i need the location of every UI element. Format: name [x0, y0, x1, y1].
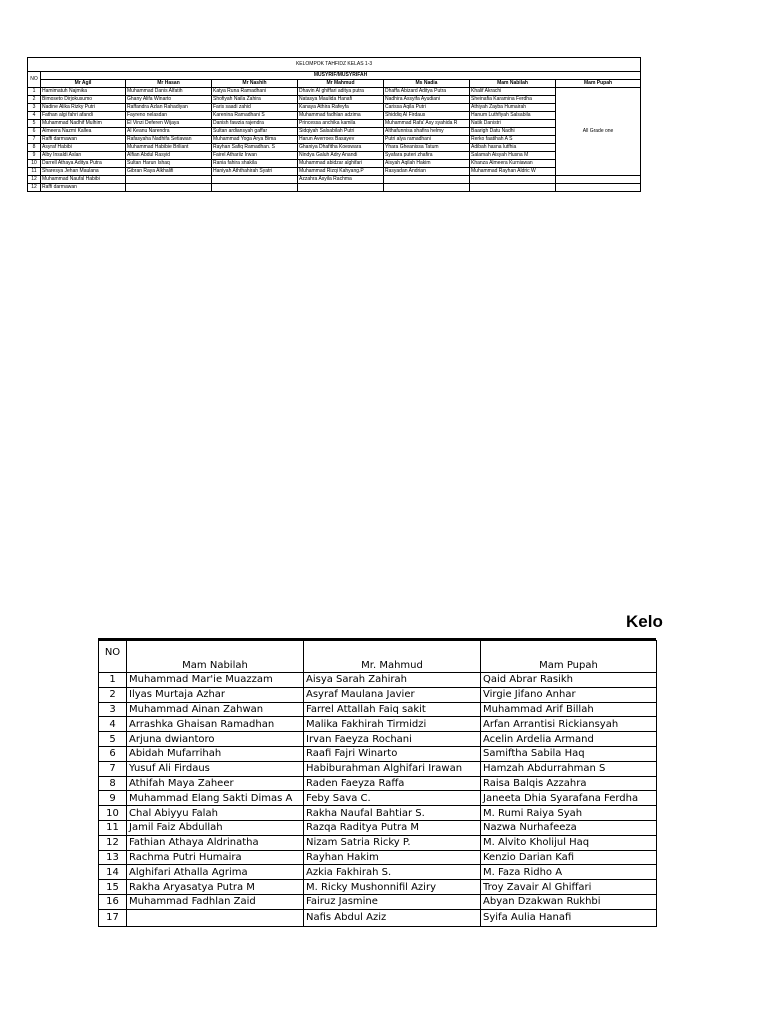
student-name-cell: Yusuf Ali Firdaus: [127, 761, 304, 776]
student-name-cell: Rania fahira shakila: [212, 160, 298, 168]
column-header-row: [28, 80, 641, 88]
table-row: [28, 112, 641, 120]
student-name-cell: Rayhan Hakim: [304, 850, 481, 865]
student-name-cell: Muhammad Arif Billah: [481, 702, 657, 717]
student-name-cell: Muhammad Rayhan Aldric W: [470, 168, 556, 176]
student-name-cell: Shofiyah Naila Zahira: [212, 96, 298, 104]
student-name-cell: M. Rumi Raiya Syah: [481, 806, 657, 821]
student-name-cell: [127, 909, 304, 926]
student-name-cell: Hamzah Abdurrahman S: [481, 761, 657, 776]
table-row: [99, 776, 657, 791]
student-name-cell: Princessa anchika kamila: [298, 120, 384, 128]
student-name-cell: Fathan algi fahri afandi: [41, 112, 126, 120]
student-name-cell: Karenina Ramadhani S: [212, 112, 298, 120]
student-name-cell: [212, 184, 298, 192]
student-name-cell: Samiftha Sabila Haq: [481, 746, 657, 761]
student-name-cell: Muhammad Naufal Habibi: [41, 176, 126, 184]
column-header: Mr Mahmud: [298, 80, 384, 88]
row-number: 11: [28, 168, 41, 176]
student-name-cell: Razqa Raditya Putra M: [304, 820, 481, 835]
student-name-cell: Aisya Sarah Zahirah: [304, 673, 481, 688]
student-name-cell: [126, 184, 212, 192]
student-name-cell: Muhammad Danis Alfatih: [126, 88, 212, 96]
student-name-cell: M. Alvito Kholijul Haq: [481, 835, 657, 850]
student-name-cell: Muhammad fadhlan adzima: [298, 112, 384, 120]
column-header-row: [99, 641, 657, 673]
table-row: [99, 820, 657, 835]
student-name-cell: Rafasyaha Nadhifa Setiawan: [126, 136, 212, 144]
student-name-cell: M. Faza Ridho A: [481, 865, 657, 880]
student-name-cell: [384, 176, 470, 184]
row-number: 9: [99, 791, 127, 806]
student-name-cell: Abyan Dzakwan Rukhbi: [481, 894, 657, 909]
column-header: Mam Nabilah: [470, 80, 556, 88]
student-name-cell: [470, 176, 556, 184]
student-name-cell: Danish fawzia rajendra: [212, 120, 298, 128]
student-name-cell: Muhammad Habibie Briliant: [126, 144, 212, 152]
student-name-cell: Habiburahman Alghifari Irawan: [304, 761, 481, 776]
student-name-cell: Raisa Balqis Azzahra: [481, 776, 657, 791]
row-number: 11: [99, 820, 127, 835]
student-name-cell: Muhammad Elang Sakti Dimas A: [127, 791, 304, 806]
row-number: 7: [99, 761, 127, 776]
row-number: 12: [99, 835, 127, 850]
row-number: 1: [99, 673, 127, 688]
student-name-cell: Rasyadan Andrian: [384, 168, 470, 176]
row-number: 6: [28, 128, 41, 136]
student-name-cell: [470, 184, 556, 192]
student-name-cell: Arfan Arrantisi Rickiansyah: [481, 717, 657, 732]
tahfidz-group-table-grade-1-3: [27, 57, 641, 192]
student-name-cell: Arjuna dwiantoro: [127, 732, 304, 747]
table-row: [99, 687, 657, 702]
student-name-cell: Fairel Athariiz Irwan: [212, 152, 298, 160]
musyrif-group-header: MUSYRIF/MUSYRIFAH: [41, 72, 641, 80]
row-number: 12: [28, 184, 41, 192]
table-row: [28, 136, 641, 144]
student-name-cell: Kanaya Athira Rafeyfa: [298, 104, 384, 112]
empty-cell: [556, 184, 641, 192]
student-name-cell: Ghany Alifa Winarto: [126, 96, 212, 104]
row-number: 10: [99, 806, 127, 821]
row-number: 8: [28, 144, 41, 152]
student-name-cell: Asyraf Maulana Javier: [304, 687, 481, 702]
student-name-cell: Baarigh Datu Nadhi: [470, 128, 556, 136]
row-number: 3: [28, 104, 41, 112]
student-name-cell: Natasya Maulida Hanafi: [298, 96, 384, 104]
student-name-cell: Khalif Akrachi: [470, 88, 556, 96]
student-name-cell: Malika Fakhirah Tirmidzi: [304, 717, 481, 732]
column-header: Mr Agil: [41, 80, 126, 88]
table-row: [28, 144, 641, 152]
row-number: 7: [28, 136, 41, 144]
student-name-cell: Troy Zavair Al Ghiffari: [481, 880, 657, 895]
student-name-cell: Muhammad Mar'ie Muazzam: [127, 673, 304, 688]
table-row: [28, 152, 641, 160]
table-row: [99, 909, 657, 926]
student-name-cell: Muhammad abidzar alghifari: [298, 160, 384, 168]
student-name-cell: Nafis Abdul Aziz: [304, 909, 481, 926]
student-name-cell: Acelin Ardelia Armand: [481, 732, 657, 747]
row-number: 15: [99, 880, 127, 895]
student-name-cell: Rachma Putri Humaira: [127, 850, 304, 865]
row-number: 5: [28, 120, 41, 128]
student-name-cell: Carissa Aqila Putri: [384, 104, 470, 112]
student-name-cell: Fathian Athaya Aldrinatha: [127, 835, 304, 850]
student-name-cell: Alfian Abdul Rasyid: [126, 152, 212, 160]
student-name-cell: Salamah Aisyah Husna M: [470, 152, 556, 160]
student-name-cell: Khanza Almeera Kurniawan: [470, 160, 556, 168]
column-header: Mr Hasan: [126, 80, 212, 88]
no-header: NO: [28, 72, 41, 88]
table-row: [99, 746, 657, 761]
student-name-cell: Darrell Athaya Aditya Putra: [41, 160, 126, 168]
student-name-cell: Syifa Aulia Hanafi: [481, 909, 657, 926]
table-row: [99, 673, 657, 688]
student-name-cell: Nindya Galuh Adry Anandi: [298, 152, 384, 160]
table-row: [99, 880, 657, 895]
student-name-cell: Arrashka Ghaisan Ramadhan: [127, 717, 304, 732]
row-number: 12: [28, 176, 41, 184]
student-name-cell: Azzahra Asyila Rachma: [298, 176, 384, 184]
student-name-cell: Almeera Nazmi Kallea: [41, 128, 126, 136]
student-name-cell: Muhammad Rafa' Asy syahida R: [384, 120, 470, 128]
table-row: [99, 850, 657, 865]
student-name-cell: Sidqiyah Salsabilah Putri: [298, 128, 384, 136]
student-name-cell: Jamil Faiz Abdullah: [127, 820, 304, 835]
table-row: [99, 806, 657, 821]
student-name-cell: Hanum Luthfiyah Salsabila: [470, 112, 556, 120]
table-row: [99, 835, 657, 850]
table-row: [28, 160, 641, 168]
column-header: Ms Nadia: [384, 80, 470, 88]
table-row: [28, 104, 641, 112]
student-name-cell: Bimoseto Dirjokusumo: [41, 96, 126, 104]
student-name-cell: Nizam Satria Ricky P.: [304, 835, 481, 850]
table-title-cell: [28, 58, 641, 72]
table-row: [28, 88, 641, 96]
student-name-cell: Asyraf Habibi: [41, 144, 126, 152]
table-row: [28, 128, 641, 136]
student-name-cell: Rakha Naufal Bahtiar S.: [304, 806, 481, 821]
table-row: [28, 184, 641, 192]
student-name-cell: Ilyas Murtaja Azhar: [127, 687, 304, 702]
student-name-cell: Faris saadi zahid: [212, 104, 298, 112]
student-name-cell: Sharesya Jehan Maulana: [41, 168, 126, 176]
table-row: [99, 702, 657, 717]
student-name-cell: Raffi darmawan: [41, 136, 126, 144]
row-number: 16: [99, 894, 127, 909]
table-row: [99, 717, 657, 732]
column-header: Mam Pupah: [556, 80, 641, 88]
student-name-cell: Alghifari Athalla Agrima: [127, 865, 304, 880]
student-name-cell: Sultan Harun Ishaq: [126, 160, 212, 168]
student-name-cell: Kenzio Darian Kafi: [481, 850, 657, 865]
student-name-cell: Natik Danistri: [470, 120, 556, 128]
student-name-cell: [126, 176, 212, 184]
row-number: 4: [99, 717, 127, 732]
row-number: 5: [99, 732, 127, 747]
student-name-cell: Athifah Maya Zaheer: [127, 776, 304, 791]
table-title: KELOMPOK TAHFIDZ KELAS 1-3: [295, 61, 373, 67]
student-name-cell: Ghaniya Dhafitha Koeswara: [298, 144, 384, 152]
table-row: [99, 732, 657, 747]
tahfidz-group-table-bottom: [98, 640, 657, 927]
student-name-cell: Nadine Alika Rizky Putri: [41, 104, 126, 112]
student-name-cell: El Vinzi Deferen Wijaya: [126, 120, 212, 128]
student-name-cell: Alby Insaldi Aslan: [41, 152, 126, 160]
row-number: 4: [28, 112, 41, 120]
section-heading: Kelo: [626, 612, 663, 631]
student-name-cell: Fairuz Jasmine: [304, 894, 481, 909]
student-name-cell: Yhara Gheanissa Tatum: [384, 144, 470, 152]
student-name-cell: Hamimatuh Najmika: [41, 88, 126, 96]
student-name-cell: Sultan ardiansyah gaffar: [212, 128, 298, 136]
no-header: NO: [99, 641, 127, 673]
student-name-cell: Fayreno nelasdan: [126, 112, 212, 120]
table-row: [28, 96, 641, 104]
row-number: 1: [28, 88, 41, 96]
table-row: [99, 761, 657, 776]
student-name-cell: Athiyah Zayba Humairah: [470, 104, 556, 112]
table-row: [99, 791, 657, 806]
row-number: 13: [99, 850, 127, 865]
student-name-cell: Harun Averroes Basayev: [298, 136, 384, 144]
table-row: [28, 176, 641, 184]
student-name-cell: Putri alya ramadhani: [384, 136, 470, 144]
column-header: Mam Pupah: [481, 641, 657, 673]
table-row: [28, 168, 641, 176]
student-name-cell: Althafunnisa shafira helmy: [384, 128, 470, 136]
table-row: [99, 894, 657, 909]
row-number: 9: [28, 152, 41, 160]
student-name-cell: Muhammad Nadhif Mulhim: [41, 120, 126, 128]
student-name-cell: Rayhan Safiq Ramadhan. S: [212, 144, 298, 152]
student-name-cell: Adibah hasna lutfhia: [470, 144, 556, 152]
student-name-cell: Dhaffa Abizard Aditya Putra: [384, 88, 470, 96]
column-header: Mr Nashih: [212, 80, 298, 88]
column-header: Mam Nabilah: [127, 641, 304, 673]
student-name-cell: Dhavin Al ghiffari aditya putra: [298, 88, 384, 96]
student-name-cell: Janeeta Dhia Syarafana Ferdha: [481, 791, 657, 806]
student-name-cell: Nazwa Nurhafeeza: [481, 820, 657, 835]
row-number: 14: [99, 865, 127, 880]
student-name-cell: Aisyah Aqilah Hakim: [384, 160, 470, 168]
student-name-cell: Al Keanu Narendra: [126, 128, 212, 136]
student-name-cell: Muhammad Ainan Zahwan: [127, 702, 304, 717]
student-name-cell: Farrel Attallah Faiq sakit: [304, 702, 481, 717]
merged-note-cell: All Grade one: [556, 88, 641, 176]
student-name-cell: Chal Abiyyu Falah: [127, 806, 304, 821]
student-name-cell: Nadhira Assyifa Ayudiani: [384, 96, 470, 104]
student-name-cell: Raafi Fajri Winarto: [304, 746, 481, 761]
student-name-cell: Qaid Abrar Rasikh: [481, 673, 657, 688]
student-name-cell: Virgie Jifano Anhar: [481, 687, 657, 702]
student-name-cell: Sheinafia Karamina Ferdha: [470, 96, 556, 104]
student-name-cell: Syafara puteri zhafira: [384, 152, 470, 160]
row-number: 17: [99, 909, 127, 926]
row-number: 3: [99, 702, 127, 717]
student-name-cell: [384, 184, 470, 192]
table-row: [28, 120, 641, 128]
table-row: [99, 865, 657, 880]
row-number: 8: [99, 776, 127, 791]
student-name-cell: Rakha Aryasatya Putra M: [127, 880, 304, 895]
student-name-cell: [212, 176, 298, 184]
student-name-cell: Azkia Fakhirah S.: [304, 865, 481, 880]
student-name-cell: Feby Sava C.: [304, 791, 481, 806]
student-name-cell: Muhammad Rizqi Kahyang.P: [298, 168, 384, 176]
student-name-cell: Muhammad Yoga Arya Bima: [212, 136, 298, 144]
student-name-cell: Haniyah Aththahirah Syatri: [212, 168, 298, 176]
student-name-cell: M. Ricky Mushonnifil Aziry: [304, 880, 481, 895]
student-name-cell: [298, 184, 384, 192]
student-name-cell: Raden Faeyza Raffa: [304, 776, 481, 791]
row-number: 2: [28, 96, 41, 104]
student-name-cell: Irvan Faeyza Rochani: [304, 732, 481, 747]
row-number: 10: [28, 160, 41, 168]
empty-cell: [556, 176, 641, 184]
student-name-cell: Shiddiq Al Firdaus: [384, 112, 470, 120]
student-name-cell: Raffandra Azlan Rahadiyan: [126, 104, 212, 112]
student-name-cell: Abidah Mufarrihah: [127, 746, 304, 761]
student-name-cell: Raffi darmawan: [41, 184, 126, 192]
student-name-cell: Gibran Raya Alkhalifi: [126, 168, 212, 176]
row-number: 6: [99, 746, 127, 761]
student-name-cell: Katya Runa Ramadhani: [212, 88, 298, 96]
row-number: 2: [99, 687, 127, 702]
student-name-cell: Rerko faatihah A S: [470, 136, 556, 144]
column-header: Mr. Mahmud: [304, 641, 481, 673]
student-name-cell: Muhammad Fadhlan Zaid: [127, 894, 304, 909]
